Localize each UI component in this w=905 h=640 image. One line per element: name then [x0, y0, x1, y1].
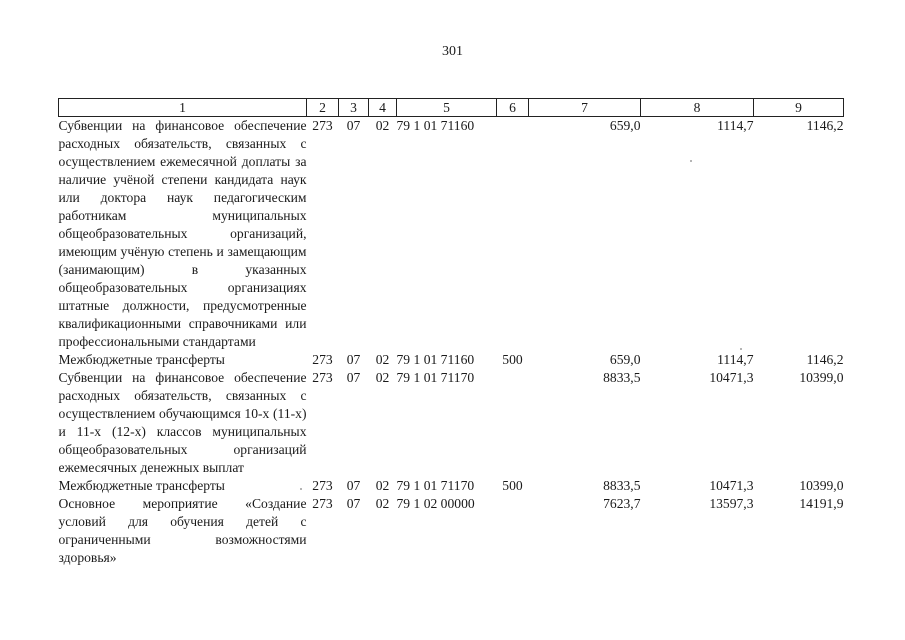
target-article-code: 79 1 01 71160 — [396, 118, 475, 133]
expense-name: Межбюджетные трансферты — [58, 478, 225, 493]
column-header-8: 8 — [641, 99, 754, 117]
amount-col-7: 659,0 — [609, 352, 641, 367]
target-article-code: 79 1 01 71160 — [396, 352, 475, 367]
column-header-2: 2 — [307, 99, 339, 117]
target-article-code: 79 1 01 71170 — [396, 478, 475, 493]
ministry-code: 273 — [312, 478, 333, 493]
amount-col-8: 1114,7 — [717, 352, 754, 367]
page-number: 301 — [442, 44, 463, 59]
amount-col-7: 7623,7 — [603, 496, 641, 511]
target-article-code: 79 1 02 00000 — [396, 496, 475, 511]
column-header-1: 1 — [59, 99, 307, 117]
table-body — [59, 117, 844, 568]
target-article-code: 79 1 01 71170 — [396, 370, 475, 385]
expense-type-code — [497, 495, 529, 567]
column-header-3: 3 — [339, 99, 369, 117]
amount-col-9: 1146,2 — [806, 352, 844, 367]
column-header-7: 7 — [529, 99, 641, 117]
column-header-9: 9 — [754, 99, 844, 117]
table-row — [59, 369, 844, 477]
header-row — [59, 99, 844, 117]
amount-col-8: 13597,3 — [709, 496, 754, 511]
section-code: 07 — [346, 478, 361, 493]
scan-speck — [740, 348, 742, 350]
expense-type-code — [497, 117, 529, 352]
budget-table — [58, 98, 844, 567]
table-row — [59, 351, 844, 369]
subsection-code: 02 — [375, 352, 390, 367]
expense-name: Основное мероприятие «Создание условий для обучения детей с ограниченными возможностями здоровья» — [58, 496, 307, 565]
ministry-code: 273 — [312, 352, 333, 367]
amount-col-7: 8833,5 — [603, 478, 641, 493]
scan-speck — [300, 488, 302, 490]
amount-col-9: 10399,0 — [799, 478, 844, 493]
table-row — [59, 117, 844, 352]
section-code: 07 — [346, 352, 361, 367]
section-code: 07 — [346, 370, 361, 385]
column-header-5: 5 — [397, 99, 497, 117]
amount-col-7: 8833,5 — [603, 370, 641, 385]
column-header-4: 4 — [369, 99, 397, 117]
subsection-code: 02 — [375, 496, 390, 511]
table-row — [59, 495, 844, 567]
table-header — [59, 99, 844, 117]
subsection-code: 02 — [375, 118, 390, 133]
subsection-code: 02 — [375, 478, 390, 493]
amount-col-9: 14191,9 — [799, 496, 844, 511]
ministry-code: 273 — [312, 370, 333, 385]
ministry-code: 273 — [312, 496, 333, 511]
table-row — [59, 477, 844, 495]
column-header-6: 6 — [497, 99, 529, 117]
scan-speck — [690, 160, 692, 162]
amount-col-7: 659,0 — [609, 118, 641, 133]
subsection-code: 02 — [375, 370, 390, 385]
expense-name: Межбюджетные трансферты — [58, 352, 225, 367]
section-code: 07 — [346, 496, 361, 511]
amount-col-9: 10399,0 — [799, 370, 844, 385]
amount-col-8: 10471,3 — [709, 370, 754, 385]
expense-name: Субвенции на финансовое обеспечение расходных обязательств, связанных с осуществлением обучающимся 10-х (11-х) и 11-х (12-х) классов муниципальных общеобразовательных организаций ежемесячных денежных выплат — [58, 370, 307, 475]
expense-type-code: 500 — [502, 478, 523, 493]
expense-name: Субвенции на финансовое обеспечение расходных обязательств, связанных с осуществлением ежемесячной доплаты за наличие учёной степени кандидата наук или доктора наук педагогическим работникам муниципальных общеобразовательных организаций, имеющим учёную степень и замещающим (занимающим) в указанных общеобразовательных организациях штатные должности, предусмотренные квалификационными справочниками или профессиональными стандартами — [58, 118, 307, 349]
expense-type-code: 500 — [502, 352, 523, 367]
amount-col-9: 1146,2 — [806, 118, 844, 133]
section-code: 07 — [346, 118, 361, 133]
amount-col-8: 10471,3 — [709, 478, 754, 493]
expense-type-code — [497, 369, 529, 477]
ministry-code: 273 — [312, 118, 333, 133]
amount-col-8: 1114,7 — [717, 118, 754, 133]
